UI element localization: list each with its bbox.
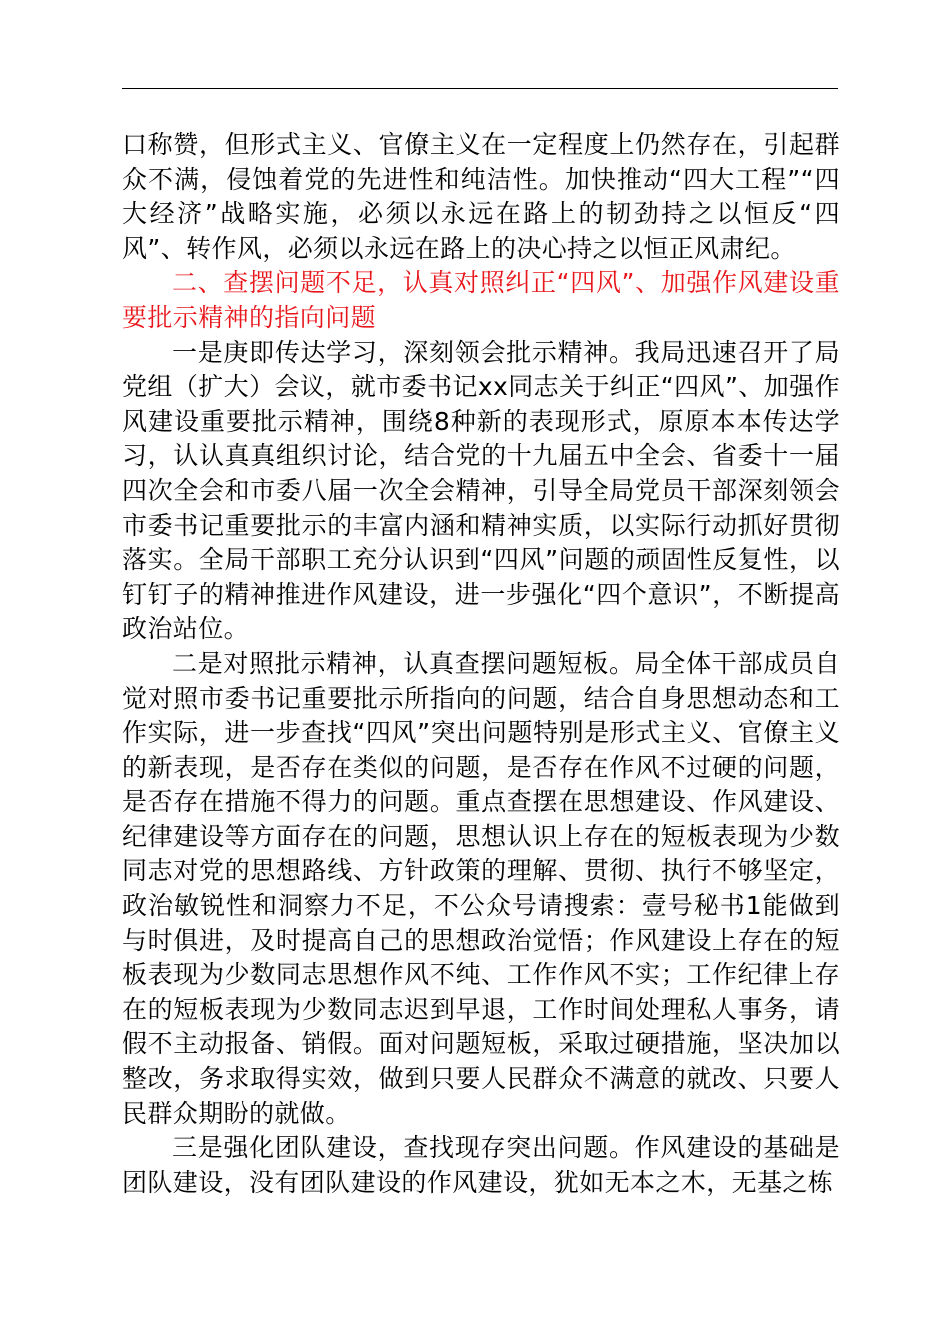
header-rule [122,88,838,89]
paragraph-item-one: 一是庚即传达学习，深刻领会批示精神。我局迅速召开了局党组（扩大）会议，就市委书记xx同志关于纠正“四风”、加强作风建设重要批示精神，围绕8种新的表现形式，原原本本传达学习，认认真真组织讨论，结合党的十九届五中全会、省委十一届四次全会和市委八届一次全会精神，引导全局党员干部深刻领会市委书记重要批示的丰富内涵和精神实质，以实际行动抓好贯彻落实。全局干部职工充分认识到“四风”问题的顽固性反复性，以钉钉子的精神推进作风建设，进一步强化“四个意识”，不断提高政治站位。 [122,337,840,644]
paragraph-intro-continuation: 口称赞，但形式主义、官僚主义在一定程度上仍然存在，引起群众不满，侵蚀着党的先进性和纯洁性。加快推动“四大工程”“四大经济”战略实施，必须以永远在路上的韧劲持之以恒反“四风”、转作风，必须以永远在路上的决心持之以恒正风肃纪。 [122,130,840,263]
section-heading-two: 二、查摆问题不足，认真对照纠正“四风”、加强作风建设重要批示精神的指向问题 [122,268,840,332]
paragraph-item-three: 三是强化团队建设，查找现存突出问题。作风建设的基础是团队建设，没有团队建设的作风建设，犹如无本之木，无基之栋 [122,1133,840,1197]
document-body [122,128,840,1200]
paragraph-item-two: 二是对照批示精神，认真查摆问题短板。局全体干部成员自觉对照市委书记重要批示所指向的问题，结合自身思想动态和工作实际，进一步查找“四风”突出问题特别是形式主义、官僚主义的新表现，是否存在类似的问题，是否存在作风不过硬的问题，是否存在措施不得力的问题。重点查摆在思想建设、作风建设、纪律建设等方面存在的问题，思想认识上存在的短板表现为少数同志对党的思想路线、方针政策的理解、贯彻、执行不够坚定，政治敏锐性和洞察力不足，不公众号请搜索：壹号秘书1能做到与时俱进，及时提高自己的思想政治觉悟；作风建设上存在的短板表现为少数同志思想作风不纯、工作作风不实；工作纪律上存在的短板表现为少数同志迟到早退，工作时间处理私人事务，请假不主动报备、销假。面对问题短板，采取过硬措施，坚决加以整改，务求取得实效，做到只要人民群众不满意的就改、只要人民群众期盼的就做。 [122,648,840,1128]
